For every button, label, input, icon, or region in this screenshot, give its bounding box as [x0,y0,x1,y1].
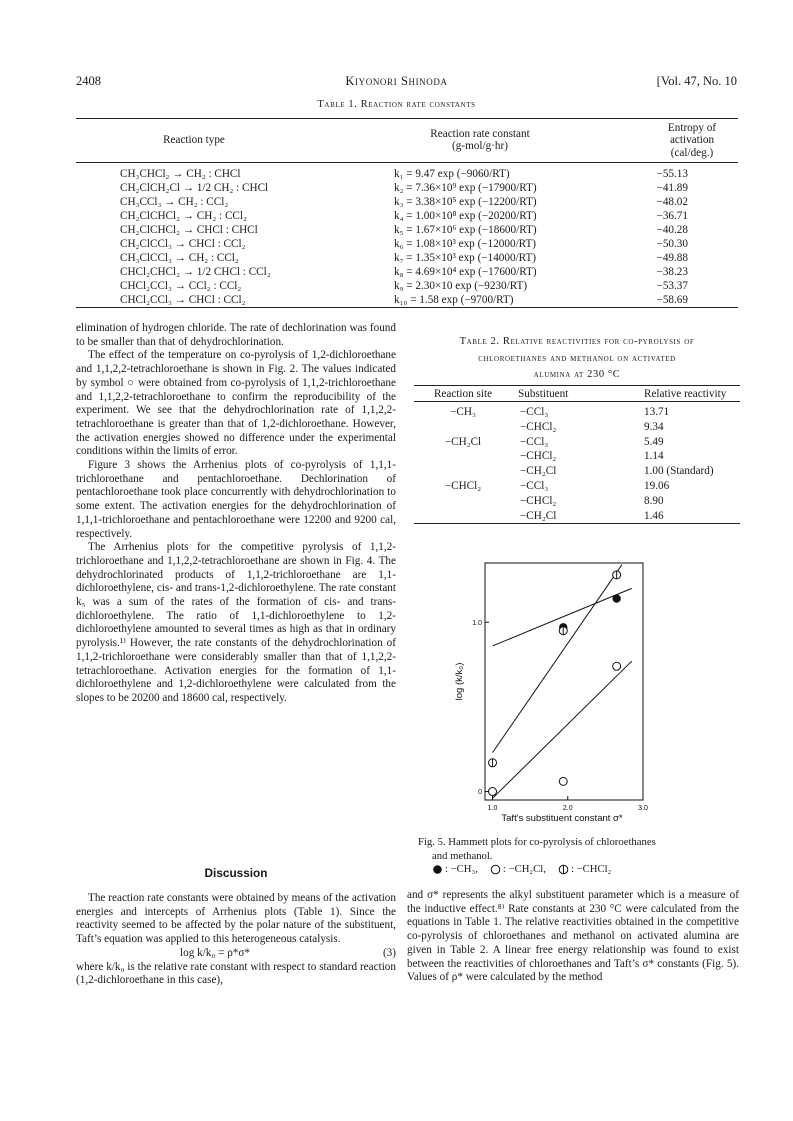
reactivity-cell: 1.46 [644,509,664,522]
reactivity-cell: 8.90 [644,494,664,507]
legend-barred-label: : −CHCl₂ [570,863,612,875]
site-cell [414,509,512,524]
site-cell: −CH₃ [450,406,476,418]
table1-header-row [76,119,738,163]
journal-volume: [Vol. 47, No. 10 [656,74,737,88]
hammett-plot [452,558,692,828]
table-row [76,162,738,181]
data-point-open [559,777,567,785]
paragraph: The Arrhenius plots for the competitive pyrolysis of 1,1,2-trichloroethane and 1,1,2,2-tetrachloroethane are shown in Fig. 4. The dehydrochlorinated products of 1,1,2-trichloroethane are 1,1-dichloroethylene, cis- and trans-1,2-dichloroethylene. The rate constant k₅ was a sum of the rates of the formation of cis- and trans-dichloroethylene. The ratio of 1,1-dichloroethylene to 1,2-dichloroethylene amounted to several times as high as that in ordinary pyrolysis.¹⁾ However, the rate constants of the dehydrochlorination of 1,1,2-trichloroethane were considerably smaller than that of 1,1,2,2-tetrachloroethane. Activation energies for the formation of 1,1-dichloroethylene and 1,2-dichloroethylene were calculated from the slopes to be 20200 and 18600 cal, respectively. [76,541,396,704]
table1 [76,118,738,308]
discussion-text [76,892,396,988]
table1-caption: Table 1. Reaction rate constants [317,99,476,110]
entropy-cell: −36.71 [656,209,688,222]
y-axis-label: log (k/k₀) [454,662,465,701]
data-point-filled [612,594,620,602]
rate-cell: k₃ = 3.38×10⁵ exp (−12200/RT) [394,195,537,208]
paragraph: The effect of the temperature on co-pyrolysis of 1,2-dichloroethane and 1,1,2,2-tetrachloroethane is shown in Fig. 2. The values indicated by symbol ○ were obtained from co-pyrolysis of 1,1,2-trichloroethane and 1,1,2,2-tetrachloroethane to confirm the reproducibility of the experiment. We see that the dehydrochlorination rate of 1,1,2,2-tetrachloroethane is greater than that of 1,2-dichloroethane. However, the activation energies showed no difference under the experimental conditions within the limits of error. [76,349,396,458]
table-row [414,494,740,509]
substituent-cell: −CHCl₂ [520,450,557,463]
entropy-cell: −38.23 [656,265,688,278]
table-row [414,479,740,494]
running-author: Kiyonori Shinoda [345,74,448,88]
rate-cell: k₆ = 1.08×10³ exp (−12000/RT) [394,237,537,250]
table1-header-entropy [646,119,738,163]
y-tick-label: 0 [478,789,482,797]
figure5-caption [418,836,740,877]
entropy-cell: −55.13 [656,167,688,180]
table-row [76,279,738,293]
site-cell: −CH₂Cl [444,435,482,448]
entropy-cell: −41.89 [656,181,688,194]
table-row [76,251,738,265]
x-tick-label: 3.0 [638,805,648,812]
table-row [76,293,738,308]
reaction-cell: CH₂ClCHCl₂ → CH₂ : CCl₂ [120,209,247,222]
table-row [76,209,738,223]
paragraph: and σ* represents the alkyl substituent parameter which is a measure of the inductive effect.⁸⁾ Rate constants at 230 °C were calculated from the equations in Table 1. The relative reactivities obtained in the competitive co-pyrolysis of chloroethanes and methanol on activated alumina are given in Table 2. A linear free energy relationship was found to exist between the reactivities of chloroethanes and Taft’s σ* constants (Fig. 5). Values of ρ* were calculated by the method [407,889,739,984]
rate-cell: k₄ = 1.00×10⁸ exp (−20200/RT) [394,209,537,222]
table1-header-rate-title: Reaction rate constant [430,128,530,141]
entropy-cell: −48.02 [656,195,688,208]
reaction-cell: CH₃CCl₃ → CH₂ : CCl₂ [120,195,229,208]
figure5-caption-line: Fig. 5. Hammett plots for co-pyrolysis of chloroethanes [418,836,656,848]
table-row [76,195,738,209]
table2-caption-line: Table 2. Relative reactivities for co-pyrolysis of [459,336,695,347]
fit-line [493,565,622,753]
reaction-cell: CH₃CHCl₂ → CH₂ : CHCl [120,167,241,180]
substituent-cell: −CH₂Cl [520,509,557,522]
rate-cell: k₅ = 1.67×10⁶ exp (−18600/RT) [394,223,537,236]
x-axis-label: Taft's substituent constant σ* [501,813,623,824]
y-tick-label: 1.0 [472,619,482,627]
paragraph: where k/k₀ is the relative rate constant with respect to standard reaction (1,2-dichloroethane in this case), [76,960,396,987]
rate-cell: k₁₀ = 1.58 exp (−9700/RT) [394,293,514,306]
entropy-cell: −53.37 [656,279,688,292]
table-row [76,237,738,251]
table2-header-row [414,386,740,402]
substituent-cell: −CCl₃ [520,406,549,418]
table-row [414,509,740,524]
entropy-cell: −40.28 [656,223,688,236]
substituent-cell: −CCl₃ [520,479,549,492]
reaction-cell: CHCl₂CHCl₂ → 1/2 CHCl : CCl₂ [120,265,271,278]
table-row [414,464,740,479]
table-row [414,449,740,464]
paragraph: The reaction rate constants were obtained by means of the activation energies and intercepts of Arrhenius plots (Table 1). Since the reactivity seemed to be affected by the polar nature of the substituent, Taft’s equation was applied to this heterogeneous catalysis. [76,892,396,946]
figure5 [452,558,692,833]
site-cell [414,449,512,464]
x-tick-label: 2.0 [562,805,573,812]
reaction-cell: CH₃ClCCl₃ → CH₂ : CCl₂ [120,251,239,264]
rate-cell: k₇ = 1.35×10³ exp (−14000/RT) [394,251,537,264]
table2-caption-line: chloroethanes and methanol on activated [478,352,676,364]
reactivity-cell: 1.00 (Standard) [644,465,714,478]
substituent-cell: −CCl₃ [520,435,549,448]
section-heading-discussion: Discussion [204,866,268,880]
table2-caption-line: alumina at 230 °C [533,369,621,380]
rate-cell: k₁ = 9.47 exp (−9060/RT) [394,167,510,180]
table1-header-rate [314,119,646,163]
site-cell [414,420,512,435]
entropy-cell: −50.30 [656,237,688,250]
table2 [414,385,740,524]
reaction-cell: CH₂ClCCl₃ → CHCl : CCl₂ [120,237,246,250]
entropy-cell: −49.88 [656,251,688,264]
reactivity-cell: 9.34 [644,420,664,433]
data-point-open [613,662,621,670]
data-point-open [489,788,497,796]
reaction-cell: CHCl₂CCl₃ → CCl₂ : CCl₂ [120,279,242,292]
table-row [414,435,740,450]
reactivity-cell: 1.14 [644,450,664,463]
reaction-cell: CHCl₂CCl₃ → CHCl : CCl₂ [120,293,246,306]
left-column-text [76,322,396,706]
table-row [414,402,740,420]
reactivity-cell: 5.49 [644,435,664,448]
reactivity-cell: 19.06 [644,479,670,492]
equation-number: (3) [382,946,396,959]
reaction-cell: CH₂ClCHCl₂ → CHCl : CHCl [120,223,258,236]
figure5-legend [418,863,740,877]
table2-header-substituent: Substituent [518,388,569,400]
substituent-cell: −CH₂Cl [520,465,557,478]
equation-text: log k/k₀ = ρ*σ* [180,946,250,959]
rate-cell: k₉ = 2.30×10 exp (−9230/RT) [394,279,528,292]
paragraph: elimination of hydrogen chloride. The rate of dechlorination was found to be smaller than that of dehydrochlorination. [76,322,396,348]
table2-header-site: Reaction site [433,388,493,400]
legend-open-label: : −CH₂Cl, [502,863,546,875]
equation-3 [76,947,396,961]
page-number: 2408 [76,74,101,88]
right-column-text [407,889,739,985]
barred-circle-icon [558,864,569,875]
figure5-caption-line: and methanol. [432,849,493,862]
table1-header-reaction: Reaction type [163,134,225,147]
fit-line [493,588,632,646]
substituent-cell: −CHCl₂ [520,494,557,507]
open-circle-icon [490,864,501,875]
table1-header-entropy-units: (cal/deg.) [670,146,714,159]
table-row [414,420,740,435]
substituent-cell: −CHCl₂ [520,420,557,433]
table-row [76,265,738,279]
table-row [76,223,738,237]
table1-header-entropy-title: Entropy of activation [667,122,717,147]
site-cell [414,464,512,479]
legend-filled-label: : −CH₃, [445,863,478,875]
reactivity-cell: 13.71 [644,406,670,418]
filled-circle-icon [432,864,443,875]
reaction-cell: CH₂ClCH₂Cl → 1/2 CH₂ : CHCl [120,181,269,194]
site-cell: −CHCl₂ [444,479,482,492]
table2-header-reactivity: Relative reactivity [644,388,727,400]
x-tick-label: 1.0 [487,805,498,812]
table2-caption [415,334,739,384]
rate-cell: k₂ = 7.36×10⁹ exp (−17900/RT) [394,181,537,194]
entropy-cell: −58.69 [656,293,688,306]
site-cell [414,494,512,509]
paragraph: Figure 3 shows the Arrhenius plots of co-pyrolysis of 1,1,1-trichloroethane and pentachloroethane. Dechlorination of pentachloroethane took place concurrently with dehydrochlorination to some extent. The activation energies for the dehydrochlorination of 1,1,1-trichloroethane and pentachloroethane were 12200 and 9200 cal, respectively. [76,459,396,540]
rate-cell: k₈ = 4.69×10⁴ exp (−17600/RT) [394,265,537,278]
table-row [76,181,738,195]
table1-header-rate-units: (g-mol/g·hr) [452,140,508,153]
